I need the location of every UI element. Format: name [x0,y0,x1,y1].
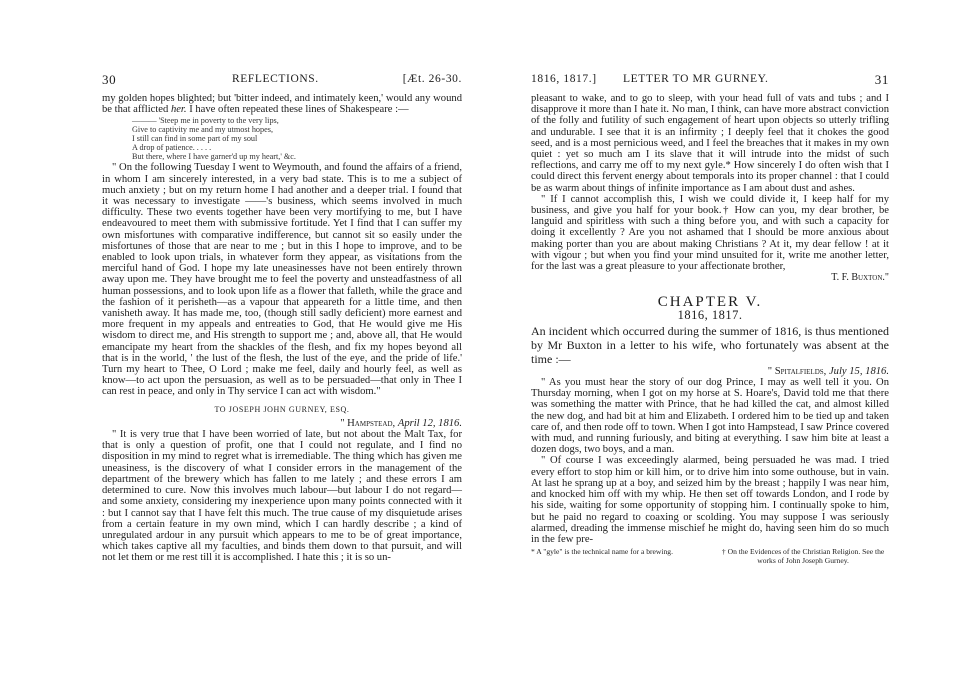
left-running-head [102,72,462,88]
right-running-head [531,72,889,88]
footnote-book: † On the Evidences of the Christian Religion. See the works of John Joseph Gurney. [721,547,885,565]
letter-paragraph: " As you must hear the story of our dog Prince, I may as well tell it you. On Thursday morning, when I got on my horse at S. Hoare's, David told me that there was something the matter with Prince, that he had killed the cat, and almost killed the new dog, and had bit at him and Elizabeth. I ordered him to be tied up and taken care of, and then rode off to town. When I got into Hampstead, I saw Prince covered with mud, and running furiously, and biting at everything. I saw him bite at least a dozen dogs, two boys, and a man. [531,377,889,456]
chapter-lead-paragraph: An incident which occurred during the summer of 1816, is thus mentioned by Mr Buxton in a letter to his wife, who fortunately was absent at the time :— [531,323,889,366]
letter-dateline: " Spitalfields, July 15, 1816. [767,365,889,377]
verse-line: Give to captivity me and my utmost hopes, [132,125,273,135]
footnotes [531,548,889,565]
left-running-title: REFLECTIONS. [232,73,319,85]
letter-continuation-paragraph: pleasant to wake, and to go to sleep, with your head full of vats and tubs ; and I disapprove it more than I hate it. No man, I think, can have more abstract conviction of the folly and futility of such engagement of heart upon objects so utterly trifling and undurable. I see that it is an infirmity ; I deeply feel that it chokes the good seed, and is a most pernicious weed, and I feel the breaches that it makes in my own quiet : yet so much am I its slave that it will intrude into the midst of such reflections, and carry me off to my next gyle.* How sincerely I do often wish that I could direct this fervent energy about temporals into its proper channel : that I could be as warm about things of infinite importance as I am about dust and ashes. [531,93,889,194]
letter-heading: TO JOSEPH JOHN GURNEY, ESQ. [214,404,350,414]
right-body-text [531,93,889,565]
shakespeare-quote [132,116,462,161]
chapter-years: 1816, 1817. [677,307,743,322]
right-running-date: 1816, 1817.] [531,73,597,85]
letter-paragraph: " Of course I was exceedingly alarmed, being persuaded he was mad. I tried every effort to stop him or kill him, or to drive him into some outhouse, but in vain. At last he sprang up at a boy, and seized him by the breast ; happily I was near him, and knocked him off with my whip. He then set off towards London, and I rode by his side, waiting for some opportunity of stopping him. I continually spoke to him, but he paid no regard to coaxing or scolding. You may suppose I was seriously alarmed, dreading the immense mischief he might do, having seen him do so much in the few pre- [531,455,889,545]
verse-line: But there, where I have garner'd up my heart,' &c. [132,152,296,162]
letter-paragraph: " If I cannot accomplish this, I wish we could divide it, I keep half for my business, and give you half for your book.† How can you, my dear brother, be languid and spiritless with such a thing before you, and with such a capacity for doing it excellently ? Are you not ashamed that I should be more anxious about making porter than you are about making Christians ? At it, my dear fellow ! at it with vigour ; but when you find your mind unsuited for it, write me another letter, for the last was a great pleasure to your affectionate brother, [531,193,889,273]
left-running-date: [Æt. 26-30. [402,73,462,85]
letter-signature: T. F. Buxton." [831,272,889,284]
verse-line: A drop of patience. . . . . [132,143,212,153]
footnote-gyle: * A "gyle" is the technical name for a brewing. [531,547,674,557]
left-intro-paragraph: my golden hopes blighted; but 'bitter indeed, and intimately keen,' would any wound be that afflicted her. I have often repeated these lines of Shakespeare :— [102,93,462,116]
letter-dateline: " Hampstead, April 12, 1816. [340,417,462,429]
left-body-text [102,93,462,564]
letter-paragraph: " It is very true that I have been worried of late, but not about the Malt Tax, for that is only a question of profit, one that I could not regulate, and I find no disposition in my mind to regret what is irremediable. The thing which has given me uneasiness, is the discovery of what I consider errors in the management of the department of the brewery which has fallen to me lately ; and these errors I am determined to cure. Now this involves much labour—but labour I do not regard—and some anxiety, considering my inexperience upon many points connected with it : but I cannot say that I have felt this much. The true cause of my disquietude arises from a certain feature in my own mind, which I can hardly describe ; a kind of unregulated ardour in any pursuit which appears to me to be of great importance, which takes captive all my faculties, and binds them down to that pursuit, and will not let them or me rest till it is accomplished. I hate this ; it is so un- [102,429,462,564]
left-page-number: 30 [102,72,117,87]
journal-paragraph: " On the following Tuesday I went to Weymouth, and found the affairs of a friend, in whom I am sincerely interested, in a very bad state. This is to me a subject of much anxiety ; but on my return home I had another and a deeper trial. I found that it was necessary to investigate ——'s business, which seems involved in much difficulty. These two events together have been very mortifying to me, but I have endeavoured to meet them with submissive fortitude. Yet I find that I can suffer my own misfortunes with comparative indifference, but cannot sit so easily under the misfortunes of those that are near to me ; but in this I hope to improve, and to be enabled to look upon trials, in whatever form they appear, as visitations from the merciful hand of God. I hope my late uneasinesses have not been entirely thrown away upon me. They have brought me to feel the poverty and unsteadfastness of all human possessions, and to look upon life as a flower that falleth, while the grace and the fashion of it perisheth—as a vapour that appeareth for a little time, and then vanisheth away. It has made me, too, (though still sadly deficient) more earnest and more frequent in my appeals and entreaties to God, that He would give me His wisdom to direct me, and His strength to support me ; and, above all, that He would emancipate my heart from the shackles of the flesh, and fix my hopes beyond all that is in the world, ' the lust of the flesh, the lust of the eye, and the pride of life.' Turn my heart to Thee, O Lord ; make me feel, daily and hourly feel, as well as know—to act upon the persuasion, as well as to be persuaded—that only in Thee I can rest in peace, and only in Thy service I can act with wisdom." [102,162,462,398]
right-page [531,72,889,565]
chapter-title: CHAPTER V. [657,294,763,311]
verse-line: ——— 'Steep me in poverty to the very lips, [132,116,279,126]
right-page-number: 31 [874,72,889,87]
right-running-title: LETTER TO MR GURNEY. [623,73,769,85]
verse-line: I still can find in some part of my soul [132,134,258,144]
left-page [102,72,462,564]
